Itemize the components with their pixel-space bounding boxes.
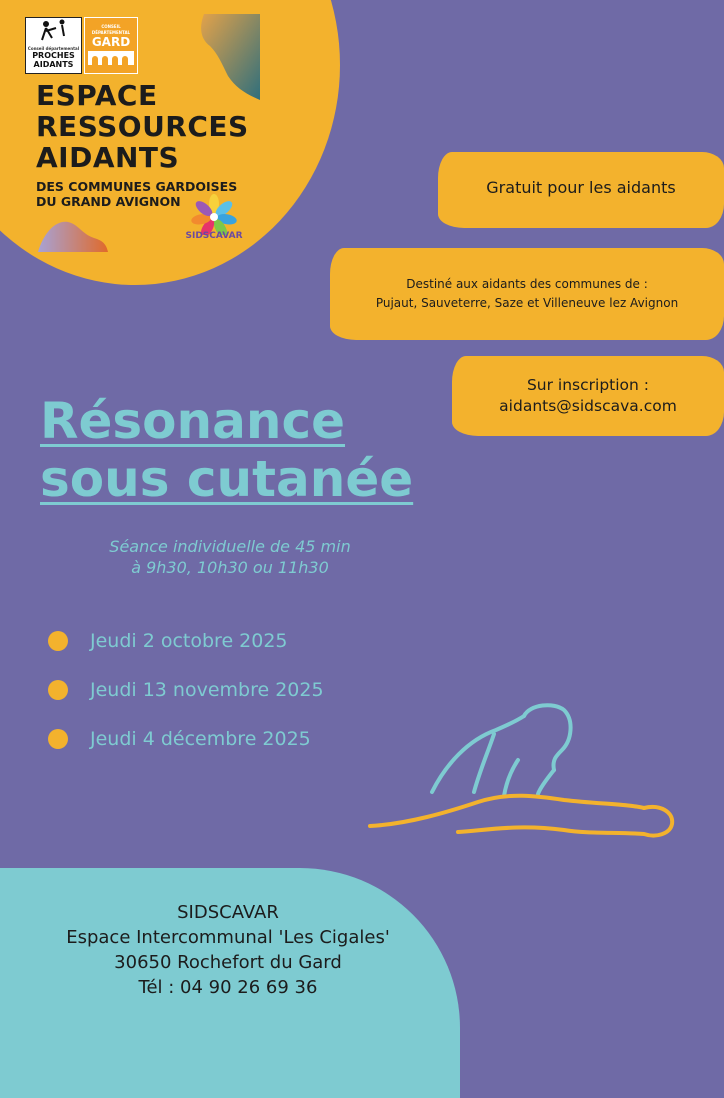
footer-phone: Tél : 04 90 26 69 36 <box>138 977 318 998</box>
date-item <box>48 630 288 652</box>
signup-banner <box>452 356 724 436</box>
header-subtitle-line: DES COMMUNES GARDOISES <box>36 179 238 194</box>
gard-logo <box>84 17 138 74</box>
main-title <box>40 392 413 508</box>
sidscavar-logo-text: SIDSCAVAR <box>185 231 243 241</box>
header-title-line: ESPACE <box>36 79 158 112</box>
date-item <box>48 679 324 701</box>
bullet-icon <box>48 680 68 700</box>
footer-address: 30650 Rochefort du Gard <box>114 952 342 973</box>
target-banner <box>330 248 724 340</box>
free-text: Gratuit pour les aidants <box>486 178 676 197</box>
person-icon <box>26 18 81 42</box>
bullet-icon <box>48 631 68 651</box>
session-line: Séance individuelle de 45 min <box>109 537 351 556</box>
date-item <box>48 728 311 750</box>
date-text: Jeudi 4 décembre 2025 <box>90 728 311 750</box>
flower-logo-icon <box>182 193 246 235</box>
session-line: à 9h30, 10h30 ou 11h30 <box>131 558 329 577</box>
free-banner <box>438 152 724 228</box>
arches-icon <box>88 49 134 65</box>
logo-word: PROCHES <box>32 51 75 60</box>
massage-illustration-icon <box>368 700 680 840</box>
target-line: Pujaut, Sauveterre, Saze et Villeneuve lez Avignon <box>375 296 679 310</box>
footer-place: Espace Intercommunal 'Les Cigales' <box>66 927 390 948</box>
header-subtitle-line: DU GRAND AVIGNON <box>36 194 181 209</box>
header-title-block <box>36 80 249 209</box>
date-text: Jeudi 2 octobre 2025 <box>90 630 288 652</box>
main-title-line: Résonance <box>40 392 346 450</box>
bullet-icon <box>48 729 68 749</box>
signup-line: Sur inscription : <box>526 376 650 394</box>
signup-email: aidants@sidscava.com <box>499 397 677 415</box>
footer-contact <box>0 900 456 1000</box>
logo-word: GARD <box>91 35 131 49</box>
abstract-shape-icon <box>38 212 108 252</box>
proches-aidants-logo <box>25 17 82 74</box>
main-title-line: sous cutanée <box>40 450 414 508</box>
sidscavar-logo <box>182 193 246 247</box>
logo-caption: CONSEIL DÉPARTEMENTAL <box>91 24 131 35</box>
target-line: Destiné aux aidants des communes de : <box>406 277 648 291</box>
logo-caption: Conseil départemental <box>27 46 80 51</box>
header-title-line: AIDANTS <box>36 141 180 174</box>
header-title-line: RESSOURCES <box>36 110 249 143</box>
session-info <box>60 536 400 578</box>
date-text: Jeudi 13 novembre 2025 <box>90 679 324 701</box>
logo-word: AIDANTS <box>33 60 74 69</box>
footer-org: SIDSCAVAR <box>177 902 279 923</box>
